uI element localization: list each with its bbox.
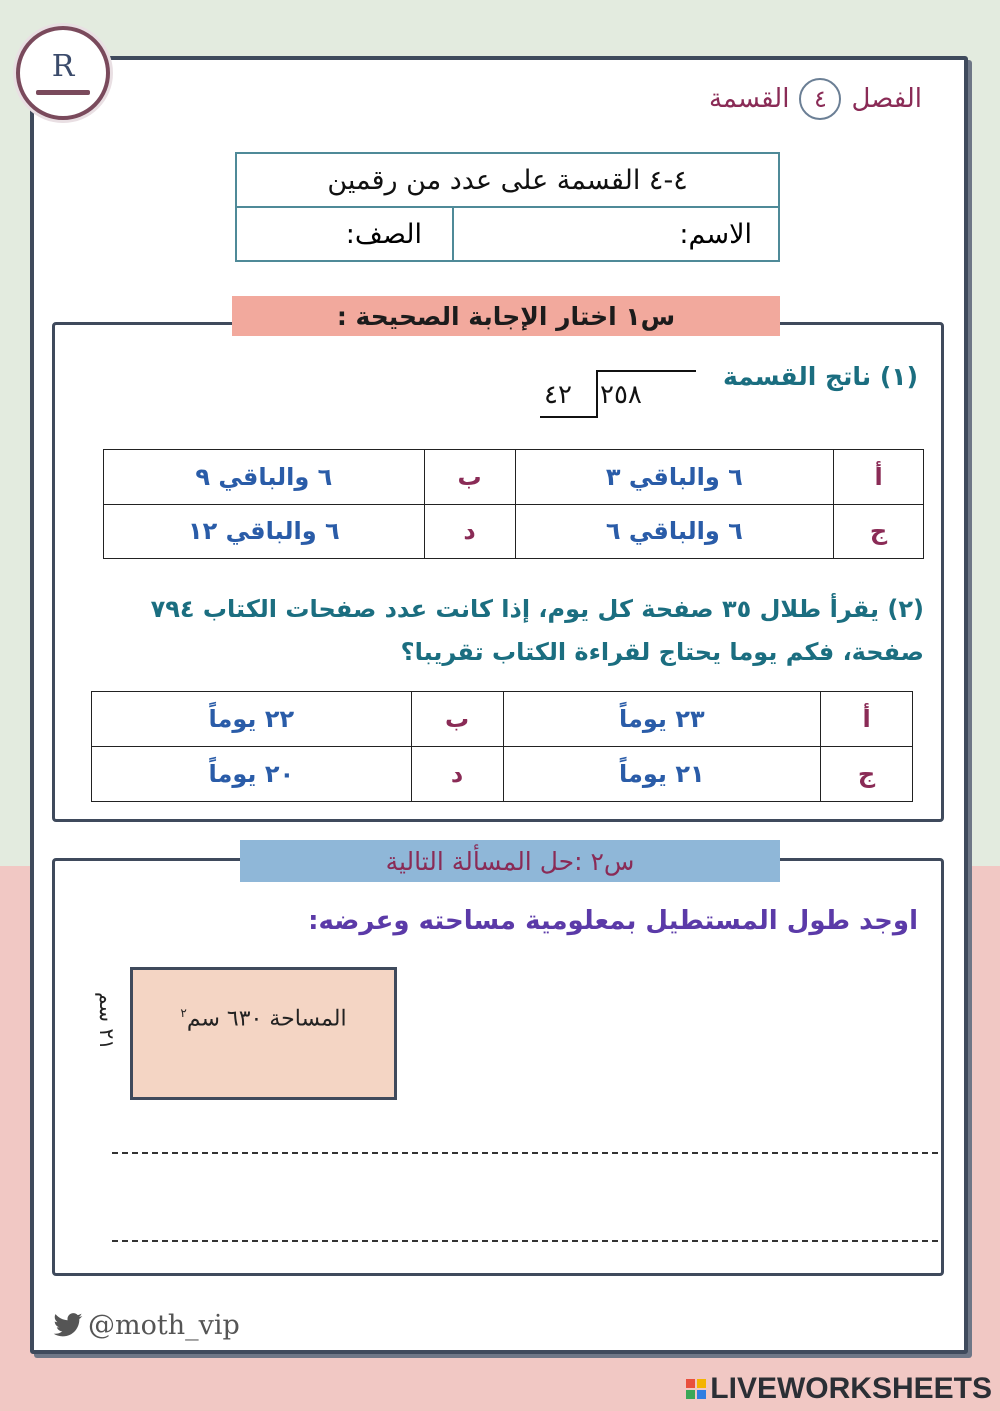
class-label: الصف: bbox=[345, 218, 422, 250]
section1-banner: س١ اختار الإجابة الصحيحة : bbox=[232, 296, 780, 336]
division-bar bbox=[596, 370, 696, 372]
table-row bbox=[104, 450, 924, 505]
logo-bar bbox=[36, 90, 90, 95]
twitter-icon bbox=[52, 1313, 84, 1339]
chapter-heading bbox=[709, 74, 922, 124]
section2-banner: س٢ :حل المسألة التالية bbox=[240, 840, 780, 882]
logo-letter: R bbox=[51, 48, 75, 84]
question1-options bbox=[103, 449, 924, 559]
twitter-credit bbox=[52, 1310, 240, 1341]
dividend: ٢٥٨ bbox=[600, 380, 642, 410]
answer-line-1[interactable] bbox=[112, 1152, 938, 1154]
name-field[interactable] bbox=[452, 208, 778, 260]
twitter-handle: @moth_vip bbox=[88, 1310, 240, 1341]
question2-line2: صفحة، فكم يوما يحتاج لقراءة الكتاب تقريبا؟ bbox=[400, 638, 924, 666]
question2-options bbox=[91, 691, 913, 802]
table-row bbox=[104, 504, 924, 559]
divisor: ٤٢ bbox=[544, 380, 572, 410]
option-letter: د bbox=[424, 504, 515, 559]
class-field[interactable] bbox=[237, 208, 452, 260]
option-answer[interactable]: ٢٠ يوماً bbox=[92, 747, 412, 802]
option-letter: ب bbox=[424, 450, 515, 505]
option-answer[interactable]: ٦ والباقي ٦ bbox=[515, 504, 834, 559]
option-answer[interactable]: ٢١ يوماً bbox=[503, 747, 821, 802]
watermark-text: LIVEWORKSHEETS bbox=[710, 1372, 992, 1405]
chapter-number-badge: ٤ bbox=[799, 78, 841, 120]
option-answer[interactable]: ٢٣ يوماً bbox=[503, 692, 821, 747]
name-label: الاسم: bbox=[679, 218, 752, 250]
table-row bbox=[92, 747, 913, 802]
answer-line-2[interactable] bbox=[112, 1240, 938, 1242]
division-bracket bbox=[596, 370, 598, 418]
option-letter: ج bbox=[834, 504, 924, 559]
option-letter: ب bbox=[411, 692, 503, 747]
option-answer[interactable]: ٦ والباقي ٩ bbox=[104, 450, 425, 505]
lesson-title: ٤-٤ القسمة على عدد من رقمين bbox=[237, 154, 778, 208]
question2-text bbox=[124, 588, 924, 674]
option-answer[interactable]: ٢٢ يوماً bbox=[92, 692, 412, 747]
problem-text: اوجد طول المستطيل بمعلومية مساحته وعرضه: bbox=[308, 906, 918, 936]
option-answer[interactable]: ٦ والباقي ٣ bbox=[515, 450, 834, 505]
question1-text: (١) ناتج القسمة bbox=[722, 362, 918, 391]
option-letter: د bbox=[411, 747, 503, 802]
logo bbox=[16, 26, 110, 120]
table-row bbox=[92, 692, 913, 747]
rectangle-figure bbox=[130, 967, 397, 1100]
option-answer[interactable]: ٦ والباقي ١٢ bbox=[104, 504, 425, 559]
liveworksheets-watermark bbox=[686, 1372, 992, 1406]
option-letter: أ bbox=[821, 692, 913, 747]
division-underline bbox=[540, 416, 598, 418]
area-label: المساحة ٦٣٠ سم$^٢$ bbox=[180, 1006, 347, 1032]
title-table bbox=[235, 152, 780, 262]
option-letter: أ bbox=[834, 450, 924, 505]
chapter-title: القسمة bbox=[708, 84, 790, 114]
option-letter: ج bbox=[821, 747, 913, 802]
width-label: ٢١ سم bbox=[95, 992, 119, 1050]
chapter-label: الفصل bbox=[851, 84, 922, 114]
liveworksheets-logo-icon bbox=[686, 1379, 706, 1399]
question2-line1: (٢) يقرأ طلال ٣٥ صفحة كل يوم، إذا كانت عدد صفحات الكتاب ٧٩٤ bbox=[150, 595, 924, 623]
long-division bbox=[540, 366, 696, 420]
